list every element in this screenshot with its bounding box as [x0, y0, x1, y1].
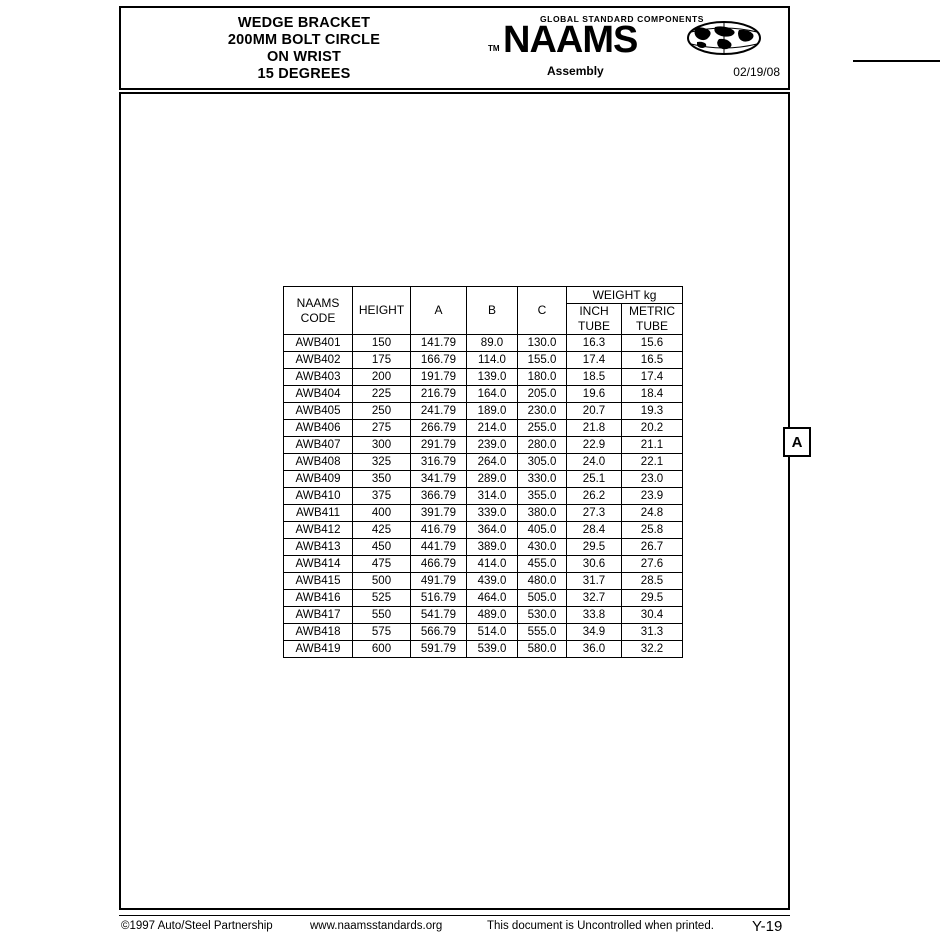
table-row [284, 641, 683, 658]
cell-code: AWB404 [284, 386, 353, 403]
cell-height: 300 [353, 437, 411, 454]
cell-inch: 17.4 [567, 352, 622, 369]
cell-a: 466.79 [411, 556, 467, 573]
cell-code: AWB401 [284, 335, 353, 352]
cell-height: 425 [353, 522, 411, 539]
page-number: Y-19 [752, 918, 783, 935]
cell-height: 500 [353, 573, 411, 590]
table-row [284, 403, 683, 420]
header-metric-tube: METRIC TUBE [622, 304, 683, 335]
table-row [284, 335, 683, 352]
cell-height: 325 [353, 454, 411, 471]
cell-b: 389.0 [467, 539, 518, 556]
table-header [284, 287, 683, 335]
cell-b: 214.0 [467, 420, 518, 437]
cell-c: 455.0 [518, 556, 567, 573]
cell-height: 450 [353, 539, 411, 556]
cell-a: 191.79 [411, 369, 467, 386]
table-row [284, 454, 683, 471]
category-label: Assembly [547, 64, 604, 78]
cell-height: 250 [353, 403, 411, 420]
cell-b: 514.0 [467, 624, 518, 641]
title-line-3: ON WRIST [266, 48, 342, 65]
cell-b: 414.0 [467, 556, 518, 573]
cell-code: AWB408 [284, 454, 353, 471]
title-block-divider-horizontal [853, 60, 940, 62]
cell-height: 175 [353, 352, 411, 369]
cell-c: 180.0 [518, 369, 567, 386]
cell-metric: 21.1 [622, 437, 683, 454]
cell-metric: 29.5 [622, 590, 683, 607]
copyright-label: ©1997 Auto/Steel Partnership [121, 920, 273, 932]
cell-metric: 15.6 [622, 335, 683, 352]
table-row [284, 420, 683, 437]
table-row [284, 505, 683, 522]
cell-metric: 22.1 [622, 454, 683, 471]
cell-code: AWB416 [284, 590, 353, 607]
cell-a: 366.79 [411, 488, 467, 505]
cell-a: 291.79 [411, 437, 467, 454]
globe-icon [685, 20, 763, 56]
page-footer [0, 918, 940, 940]
cell-b: 489.0 [467, 607, 518, 624]
header-a: A [411, 287, 467, 335]
cell-a: 266.79 [411, 420, 467, 437]
cell-b: 439.0 [467, 573, 518, 590]
cell-c: 230.0 [518, 403, 567, 420]
cell-metric: 32.2 [622, 641, 683, 658]
header-b: B [467, 287, 518, 335]
header-c: C [518, 287, 567, 335]
website-link[interactable]: www.naamsstandards.org [310, 920, 443, 932]
cell-inch: 26.2 [567, 488, 622, 505]
uncontrolled-notice: This document is Uncontrolled when printed. [487, 920, 714, 932]
cell-b: 314.0 [467, 488, 518, 505]
cell-b: 239.0 [467, 437, 518, 454]
cell-a: 216.79 [411, 386, 467, 403]
cell-a: 566.79 [411, 624, 467, 641]
table-row [284, 352, 683, 369]
cell-code: AWB417 [284, 607, 353, 624]
cell-c: 505.0 [518, 590, 567, 607]
cell-metric: 30.4 [622, 607, 683, 624]
cell-inch: 34.9 [567, 624, 622, 641]
cell-metric: 23.9 [622, 488, 683, 505]
cell-metric: 28.5 [622, 573, 683, 590]
cell-inch: 22.9 [567, 437, 622, 454]
cell-b: 264.0 [467, 454, 518, 471]
cell-inch: 21.8 [567, 420, 622, 437]
table-body [284, 335, 683, 658]
cell-a: 316.79 [411, 454, 467, 471]
cell-inch: 30.6 [567, 556, 622, 573]
cell-inch: 29.5 [567, 539, 622, 556]
trademark-label: TM [488, 44, 500, 53]
cell-a: 591.79 [411, 641, 467, 658]
cell-metric: 20.2 [622, 420, 683, 437]
table-row [284, 624, 683, 641]
cell-b: 114.0 [467, 352, 518, 369]
cell-inch: 27.3 [567, 505, 622, 522]
revision-marker [783, 427, 811, 457]
header-naams-code-line2: CODE [300, 310, 336, 325]
cell-metric: 25.8 [622, 522, 683, 539]
cell-a: 241.79 [411, 403, 467, 420]
cell-c: 255.0 [518, 420, 567, 437]
naams-logo-text: NAAMS [503, 19, 638, 61]
cell-code: AWB414 [284, 556, 353, 573]
table-row [284, 437, 683, 454]
cell-b: 139.0 [467, 369, 518, 386]
cell-inch: 24.0 [567, 454, 622, 471]
title-line-1: WEDGE BRACKET [237, 14, 371, 31]
cell-inch: 32.7 [567, 590, 622, 607]
header-inch-tube: INCH TUBE [567, 304, 622, 335]
header-height: HEIGHT [353, 287, 411, 335]
global-standard-components-label: GLOBAL STANDARD COMPONENTS [539, 14, 705, 24]
cell-a: 516.79 [411, 590, 467, 607]
cell-c: 305.0 [518, 454, 567, 471]
cell-code: AWB418 [284, 624, 353, 641]
cell-height: 225 [353, 386, 411, 403]
title-block [119, 6, 790, 90]
brand-block [487, 8, 788, 88]
table-row [284, 556, 683, 573]
table-row [284, 573, 683, 590]
cell-code: AWB409 [284, 471, 353, 488]
cell-c: 380.0 [518, 505, 567, 522]
cell-metric: 24.8 [622, 505, 683, 522]
cell-b: 189.0 [467, 403, 518, 420]
cell-code: AWB406 [284, 420, 353, 437]
table-row [284, 607, 683, 624]
title-line-4: 15 DEGREES [257, 65, 351, 82]
header-naams-code [284, 287, 353, 335]
cell-inch: 18.5 [567, 369, 622, 386]
cell-metric: 31.3 [622, 624, 683, 641]
cell-metric: 16.5 [622, 352, 683, 369]
cell-code: AWB411 [284, 505, 353, 522]
cell-a: 141.79 [411, 335, 467, 352]
specification-table [283, 286, 683, 658]
cell-c: 155.0 [518, 352, 567, 369]
cell-b: 339.0 [467, 505, 518, 522]
header-weight: WEIGHT kg [567, 287, 683, 304]
cell-c: 355.0 [518, 488, 567, 505]
cell-b: 89.0 [467, 335, 518, 352]
cell-c: 205.0 [518, 386, 567, 403]
cell-height: 150 [353, 335, 411, 352]
drawing-title [121, 8, 487, 88]
title-line-2: 200MM BOLT CIRCLE [227, 31, 381, 48]
cell-height: 200 [353, 369, 411, 386]
cell-height: 550 [353, 607, 411, 624]
cell-code: AWB419 [284, 641, 353, 658]
cell-c: 330.0 [518, 471, 567, 488]
cell-c: 430.0 [518, 539, 567, 556]
cell-a: 391.79 [411, 505, 467, 522]
cell-metric: 19.3 [622, 403, 683, 420]
footer-divider [119, 915, 790, 916]
cell-inch: 31.7 [567, 573, 622, 590]
table-row [284, 522, 683, 539]
cell-code: AWB402 [284, 352, 353, 369]
cell-metric: 18.4 [622, 386, 683, 403]
cell-c: 580.0 [518, 641, 567, 658]
cell-b: 364.0 [467, 522, 518, 539]
cell-a: 341.79 [411, 471, 467, 488]
cell-a: 166.79 [411, 352, 467, 369]
cell-c: 130.0 [518, 335, 567, 352]
cell-b: 539.0 [467, 641, 518, 658]
cell-metric: 26.7 [622, 539, 683, 556]
cell-metric: 27.6 [622, 556, 683, 573]
cell-a: 541.79 [411, 607, 467, 624]
cell-height: 275 [353, 420, 411, 437]
header-naams-code-line1: NAAMS [296, 295, 340, 310]
cell-inch: 20.7 [567, 403, 622, 420]
cell-code: AWB407 [284, 437, 353, 454]
revision-letter: A [791, 433, 803, 451]
cell-code: AWB403 [284, 369, 353, 386]
table-header-row-1 [284, 287, 683, 304]
cell-height: 400 [353, 505, 411, 522]
cell-code: AWB412 [284, 522, 353, 539]
cell-code: AWB410 [284, 488, 353, 505]
cell-inch: 19.6 [567, 386, 622, 403]
table-row [284, 369, 683, 386]
cell-a: 416.79 [411, 522, 467, 539]
cell-code: AWB413 [284, 539, 353, 556]
cell-c: 555.0 [518, 624, 567, 641]
cell-c: 405.0 [518, 522, 567, 539]
cell-height: 475 [353, 556, 411, 573]
cell-inch: 28.4 [567, 522, 622, 539]
cell-code: AWB405 [284, 403, 353, 420]
table-row [284, 539, 683, 556]
cell-height: 350 [353, 471, 411, 488]
cell-inch: 25.1 [567, 471, 622, 488]
cell-height: 600 [353, 641, 411, 658]
cell-b: 164.0 [467, 386, 518, 403]
cell-c: 280.0 [518, 437, 567, 454]
cell-height: 375 [353, 488, 411, 505]
cell-metric: 23.0 [622, 471, 683, 488]
cell-b: 464.0 [467, 590, 518, 607]
cell-height: 575 [353, 624, 411, 641]
table-row [284, 590, 683, 607]
table-row [284, 471, 683, 488]
table-row [284, 488, 683, 505]
cell-b: 289.0 [467, 471, 518, 488]
cell-a: 491.79 [411, 573, 467, 590]
date-label: 02/19/08 [733, 65, 780, 79]
cell-inch: 36.0 [567, 641, 622, 658]
cell-inch: 16.3 [567, 335, 622, 352]
cell-height: 525 [353, 590, 411, 607]
cell-c: 480.0 [518, 573, 567, 590]
cell-metric: 17.4 [622, 369, 683, 386]
cell-code: AWB415 [284, 573, 353, 590]
cell-c: 530.0 [518, 607, 567, 624]
cell-a: 441.79 [411, 539, 467, 556]
cell-inch: 33.8 [567, 607, 622, 624]
table-row [284, 386, 683, 403]
